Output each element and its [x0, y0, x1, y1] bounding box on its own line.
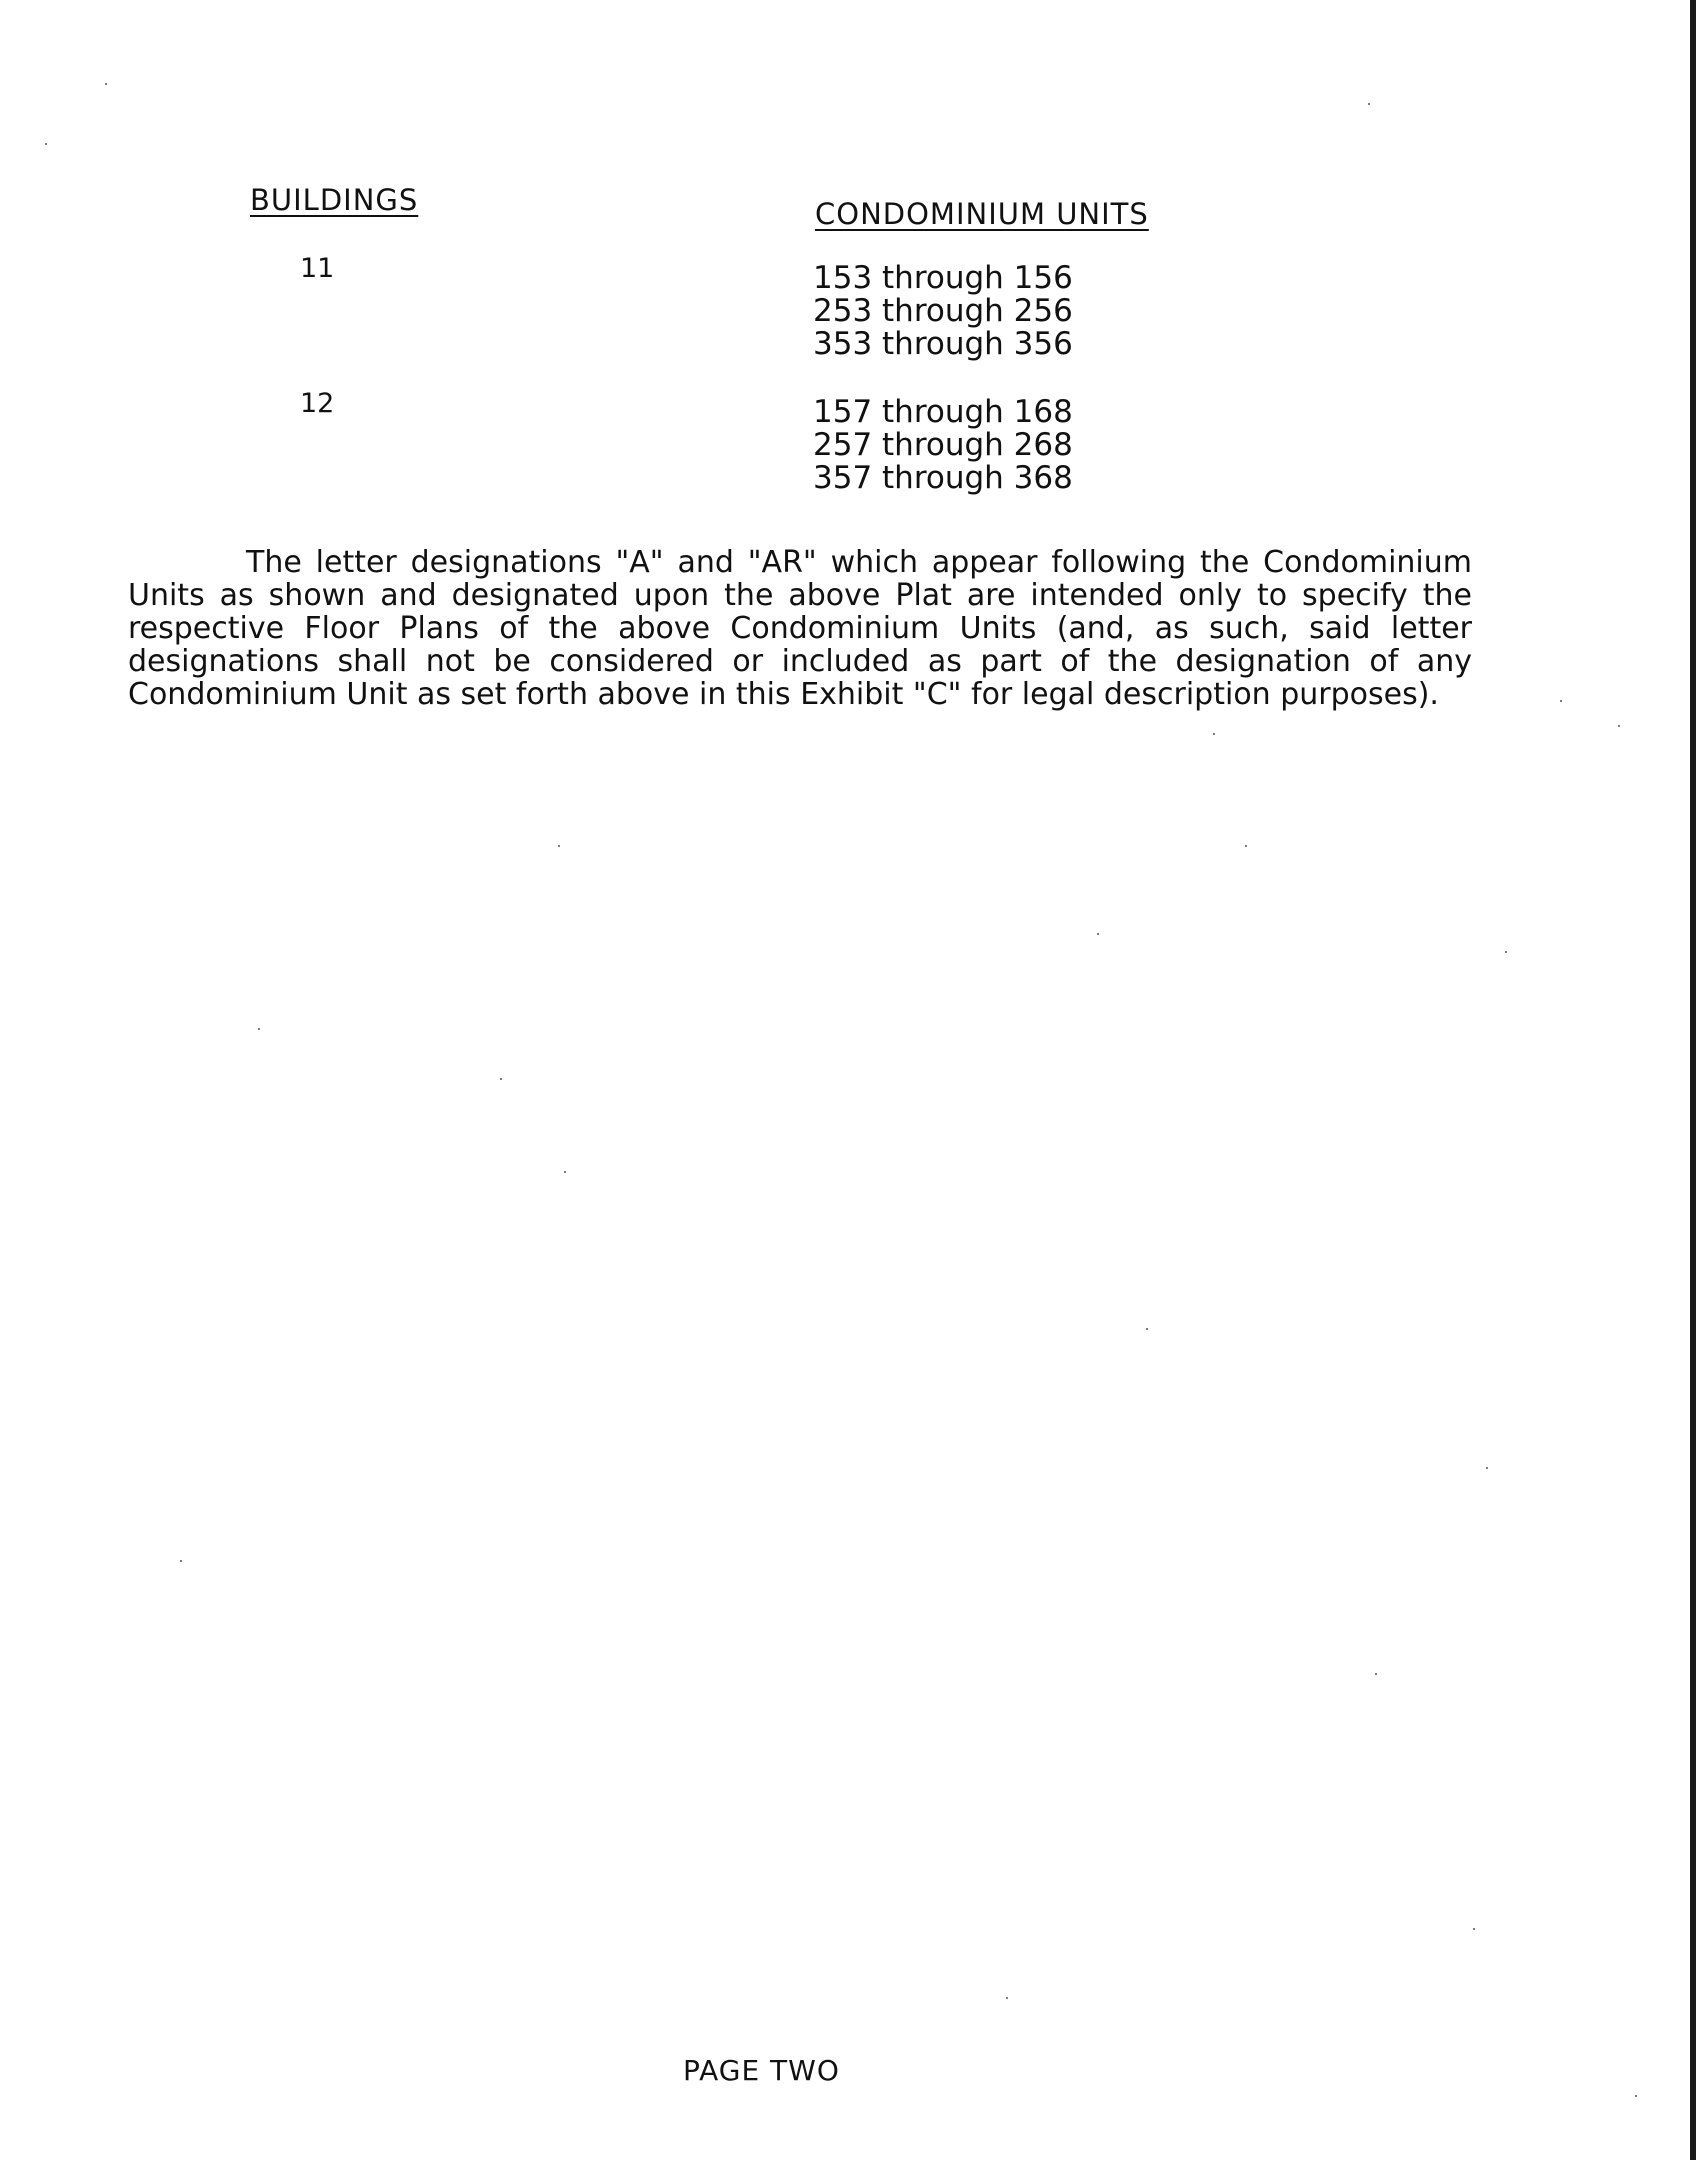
building-number: 12 [300, 388, 335, 419]
unit-range: 353 through 356 [813, 326, 1073, 362]
page-footer: PAGE TWO [683, 2054, 840, 2087]
buildings-heading: BUILDINGS [250, 183, 419, 217]
unit-range: 253 through 256 [813, 293, 1073, 329]
scan-speck [1375, 1673, 1377, 1675]
scan-speck [1618, 725, 1620, 727]
scan-speck [1635, 2095, 1637, 2097]
unit-range: 257 through 268 [813, 427, 1073, 463]
unit-range: 357 through 368 [813, 460, 1073, 496]
unit-range: 153 through 156 [813, 260, 1073, 296]
scan-speck [45, 143, 47, 145]
scan-speck [1213, 733, 1215, 735]
scan-speck [180, 1560, 182, 1562]
scan-speck [1486, 1467, 1488, 1469]
scan-speck [1368, 103, 1370, 105]
scan-speck [258, 1028, 260, 1030]
scan-speck [1505, 951, 1507, 953]
letter-designation-paragraph: The letter designations "A" and "AR" which appear following the Condominium Units as shown and designated upon the above Plat are intended only to specify the respective Floor Plans of the above Condominium Units (and, as such, said letter designations shall not be considered or included as part of the designation of any Condominium Unit as set forth above in this Exhibit "C" for legal description purposes). [128, 545, 1472, 712]
scan-speck [1006, 1997, 1008, 1999]
scan-speck [1560, 700, 1562, 702]
scan-speck [564, 1171, 566, 1173]
unit-range: 157 through 168 [813, 394, 1073, 430]
scan-speck [558, 845, 560, 847]
condominium-units-heading: CONDOMINIUM UNITS [815, 197, 1149, 231]
scan-speck [1473, 1928, 1475, 1930]
scan-edge [1690, 0, 1696, 2160]
scan-speck [1146, 1328, 1148, 1330]
building-number: 11 [300, 253, 335, 284]
scan-speck [1245, 845, 1247, 847]
scan-speck [105, 83, 107, 85]
scan-speck [1097, 933, 1099, 935]
scan-speck [500, 1078, 502, 1080]
